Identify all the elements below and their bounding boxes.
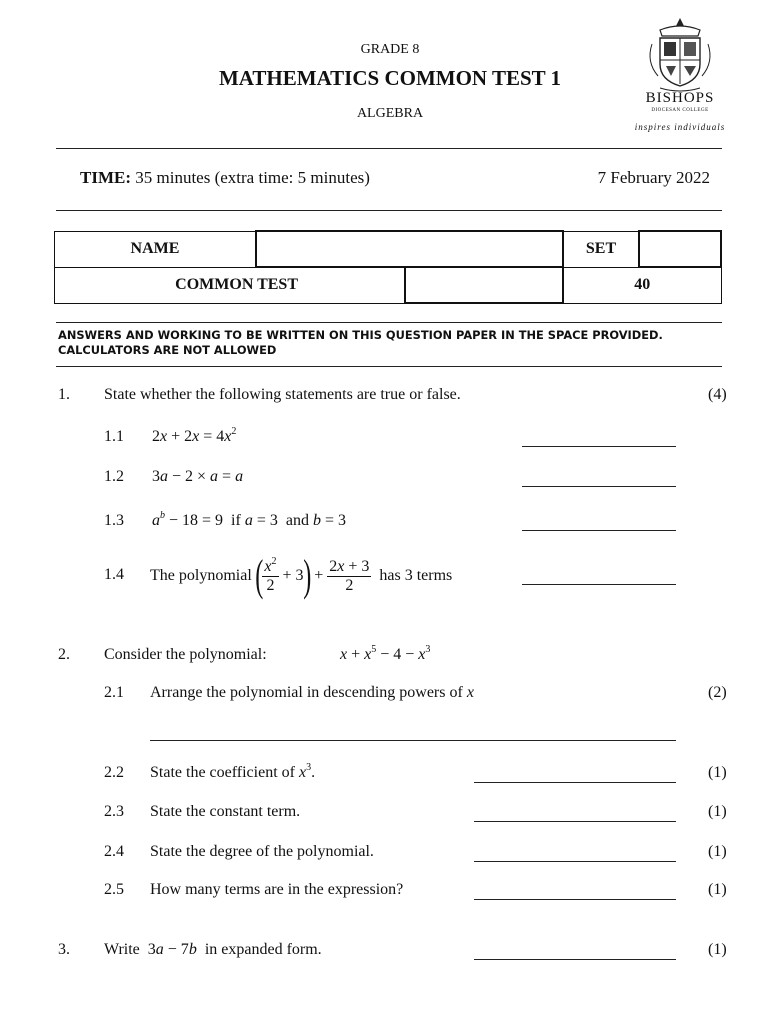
common-test-label: COMMON TEST [55, 267, 406, 303]
school-subtitle: DIOCESAN COLLEGE [651, 108, 709, 113]
answer-line[interactable] [474, 959, 676, 960]
question-marks: (1) [708, 843, 727, 860]
divider [56, 322, 722, 323]
crest-icon [630, 14, 730, 94]
answer-line[interactable] [474, 782, 676, 783]
subquestion-number: 1.4 [104, 566, 124, 583]
divider [56, 366, 722, 367]
expression-prefix: The polynomial [150, 567, 252, 584]
question-number: 3. [58, 941, 70, 958]
time-line [80, 168, 370, 188]
subquestion-number: 2.4 [104, 843, 124, 860]
page-title: MATHEMATICS COMMON TEST 1 [218, 66, 562, 90]
answer-line[interactable] [522, 446, 676, 447]
divider [56, 210, 722, 211]
instructions [58, 328, 663, 358]
answer-line[interactable] [474, 861, 676, 862]
topic-label: ALGEBRA [356, 106, 424, 121]
subquestion-number: 2.3 [104, 803, 124, 820]
subquestion-label: Arrange the polynomial in descending powers of [150, 684, 463, 701]
subquestion-number: 1.1 [104, 428, 124, 445]
school-name: BISHOPS [645, 90, 715, 106]
equation: $2x + 2x = 4x^2$ [152, 426, 237, 445]
expression-suffix: has 3 terms [379, 567, 453, 584]
test-date: 7 February 2022 [597, 168, 710, 187]
question-marks: (1) [708, 941, 727, 958]
condition-word: if [231, 512, 241, 529]
question-number: 1. [58, 386, 70, 403]
question-number: 2. [58, 646, 70, 663]
school-logo [630, 14, 730, 136]
expression: 3a − 7b in expanded form. [147, 941, 322, 958]
subquestion-text: Arrange the polynomial in descending powers of x [150, 684, 474, 701]
polynomial-expression: The polynomial ( $\frac{x^2}{2}$ + 3 ) + $\frac{2x + 3}{2}$ has 3 terms [150, 551, 453, 600]
info-table [54, 230, 722, 304]
subquestion-number: 2.2 [104, 764, 124, 781]
equation: 3a − 2 × a = a [152, 468, 244, 485]
question-marks: (4) [708, 386, 727, 403]
subquestion-text: State the constant term. [150, 803, 301, 820]
set-field[interactable] [639, 231, 721, 267]
subquestion-number: 2.5 [104, 881, 124, 898]
instruction-line: CALCULATORS ARE NOT ALLOWED [58, 343, 277, 357]
answer-line[interactable] [522, 584, 676, 585]
subquestion-label: State the coefficient of [150, 764, 295, 781]
polynomial: $x + x^5 - 4 - x^3$ [340, 644, 431, 663]
subquestion-number: 2.1 [104, 684, 124, 701]
set-label: SET [563, 231, 639, 267]
subquestion-text: State the coefficient of $x^3$. [150, 762, 316, 781]
question-text: Consider the polynomial: [104, 646, 267, 663]
question-marks: (2) [708, 684, 727, 701]
time-label: TIME: [80, 168, 131, 187]
divider [56, 148, 722, 149]
grade-label: GRADE 8 [360, 42, 420, 57]
question-text: State whether the following statements are true or false. [104, 386, 461, 403]
answer-line[interactable] [474, 899, 676, 900]
question-suffix: in expanded form. [204, 941, 322, 958]
instruction-line: ANSWERS AND WORKING TO BE WRITTEN ON THIS QUESTION PAPER IN THE SPACE PROVIDED. [58, 328, 663, 342]
equation: $a^b - 18 = 9$ if a = 3 and b = 3 [152, 510, 346, 529]
name-label: NAME [55, 231, 257, 267]
question-marks: (1) [708, 881, 727, 898]
condition-word: and [285, 512, 309, 529]
total-marks: 40 [563, 267, 721, 303]
answer-line[interactable] [522, 530, 676, 531]
answer-line[interactable] [522, 486, 676, 487]
question-marks: (1) [708, 803, 727, 820]
question-marks: (1) [708, 764, 727, 781]
subquestion-number: 1.3 [104, 512, 124, 529]
score-field[interactable] [405, 267, 563, 303]
subquestion-text: How many terms are in the expression? [150, 881, 404, 898]
subquestion-text: State the degree of the polynomial. [150, 843, 374, 860]
name-field[interactable] [256, 231, 563, 267]
subquestion-number: 1.2 [104, 468, 124, 485]
answer-line[interactable] [150, 740, 676, 741]
question-prefix: Write [104, 941, 140, 958]
time-value: 35 minutes (extra time: 5 minutes) [135, 168, 370, 187]
answer-line[interactable] [474, 821, 676, 822]
school-motto: inspires individuals [634, 122, 726, 132]
